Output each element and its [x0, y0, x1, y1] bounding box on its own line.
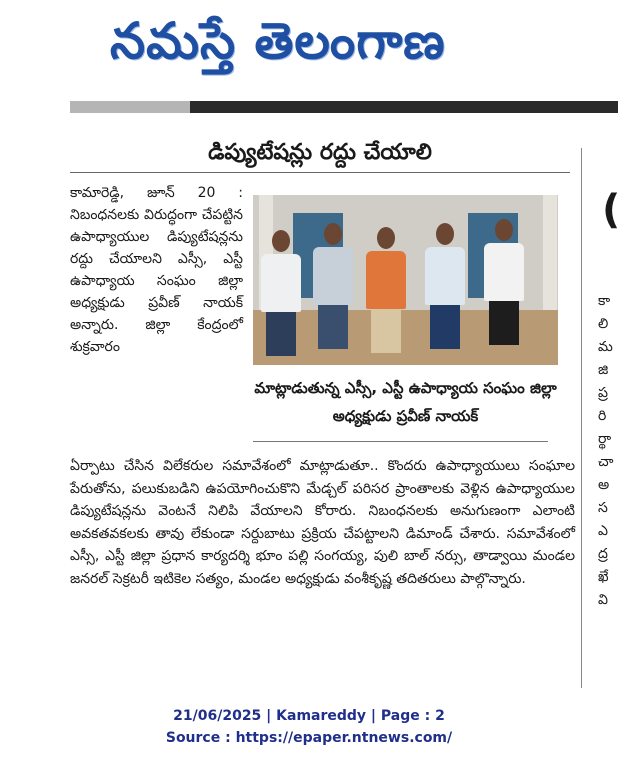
next-article-fragment: ఎ: [598, 523, 608, 539]
next-article-column: [598, 290, 618, 690]
next-article-fragment: ప్ర: [598, 385, 608, 401]
next-article-fragment: ర్థా: [598, 431, 612, 447]
article-headline: డిప్యుటేషన్లు రద్దు చేయాలి: [208, 140, 432, 165]
next-article-fragment: ఖే: [598, 569, 609, 585]
next-article-fragment: జి: [598, 362, 609, 378]
next-article-fragment: మ: [598, 339, 613, 355]
headline-divider: [70, 172, 570, 173]
masthead-rule: [70, 101, 618, 113]
next-article-fragment: అ: [598, 477, 610, 493]
next-article-fragment: రి: [598, 408, 607, 424]
article-photo: [253, 195, 558, 365]
article-body-text: ఏర్పాటు చేసిన విలేకరుల సమావేశంలో మాట్లాడుతూ.. కొందరు ఉపాధ్యాయులు సంఘాల పేరుతోను, పలుకుబడిని ఉపయోగించుకొని మేడ్చల్ పరిసర ప్రాంతాలకు వెళ్లిన ఉపాధ్యాయుల డిప్యుటేషన్లను వెంటనే నిలిపి వేయాలని కోరారు. నిబంధనలకు అనుగుణంగా ఎలాంటి అవకతవకలకు తావు లేకుండా సర్దుబాటు ప్రక్రియ చేపట్టాలని డిమాండ్ చేశారు. సమావేశంలో ఎస్సీ, ఎస్టీ జిల్లా ప్రధాన కార్యదర్శి భూం పల్లి సంగయ్య, పులి బాల్ నర్సు, తాడ్వాయి మండల జనరల్ సెక్రటరీ ఇటికెల సత్యం, మండల అధ్యక్షుడు వంశీకృష్ణ తదితరులు పాల్గొన్నారు.: [70, 458, 575, 587]
next-article-headline-fragment: (: [602, 187, 620, 233]
caption-divider: [253, 441, 548, 442]
masthead-logo: నమస్తే తెలంగాణ: [110, 12, 446, 70]
footer-source-link[interactable]: Source : https://epaper.ntnews.com/: [165, 730, 453, 746]
next-article-fragment: కా: [598, 293, 611, 309]
column-divider: [581, 148, 582, 688]
next-article-fragment: ద్ర: [598, 546, 608, 562]
footer-date-page: 21/06/2025 | Kamareddy | Page : 2: [173, 708, 445, 724]
photo-caption: మాట్లాడుతున్న ఎస్సీ, ఎస్టీ ఉపాధ్యాయ సంఘం జిల్లా అధ్యక్షుడు ప్రవీణ్ నాయక్: [254, 379, 557, 425]
next-article-fragment: వి: [598, 592, 608, 608]
next-article-fragment: స: [598, 500, 608, 516]
article-column-text: కామారెడ్డి, జూన్ 20 : నిబంధనలకు విరుద్ధంగా చేపట్టిన ఉపాధ్యాయుల డిప్యుటేషన్లను రద్దు చేయాలని ఎస్సీ, ఎస్టీ ఉపాధ్యాయ సంఘం జిల్లా అధ్యక్షుడు ప్రవీణ్ నాయక్ అన్నారు. జిల్లా కేంద్రంలో శుక్రవారం: [70, 185, 243, 355]
next-article-fragment: చా: [598, 454, 614, 470]
next-article-fragment: లి: [598, 316, 609, 332]
